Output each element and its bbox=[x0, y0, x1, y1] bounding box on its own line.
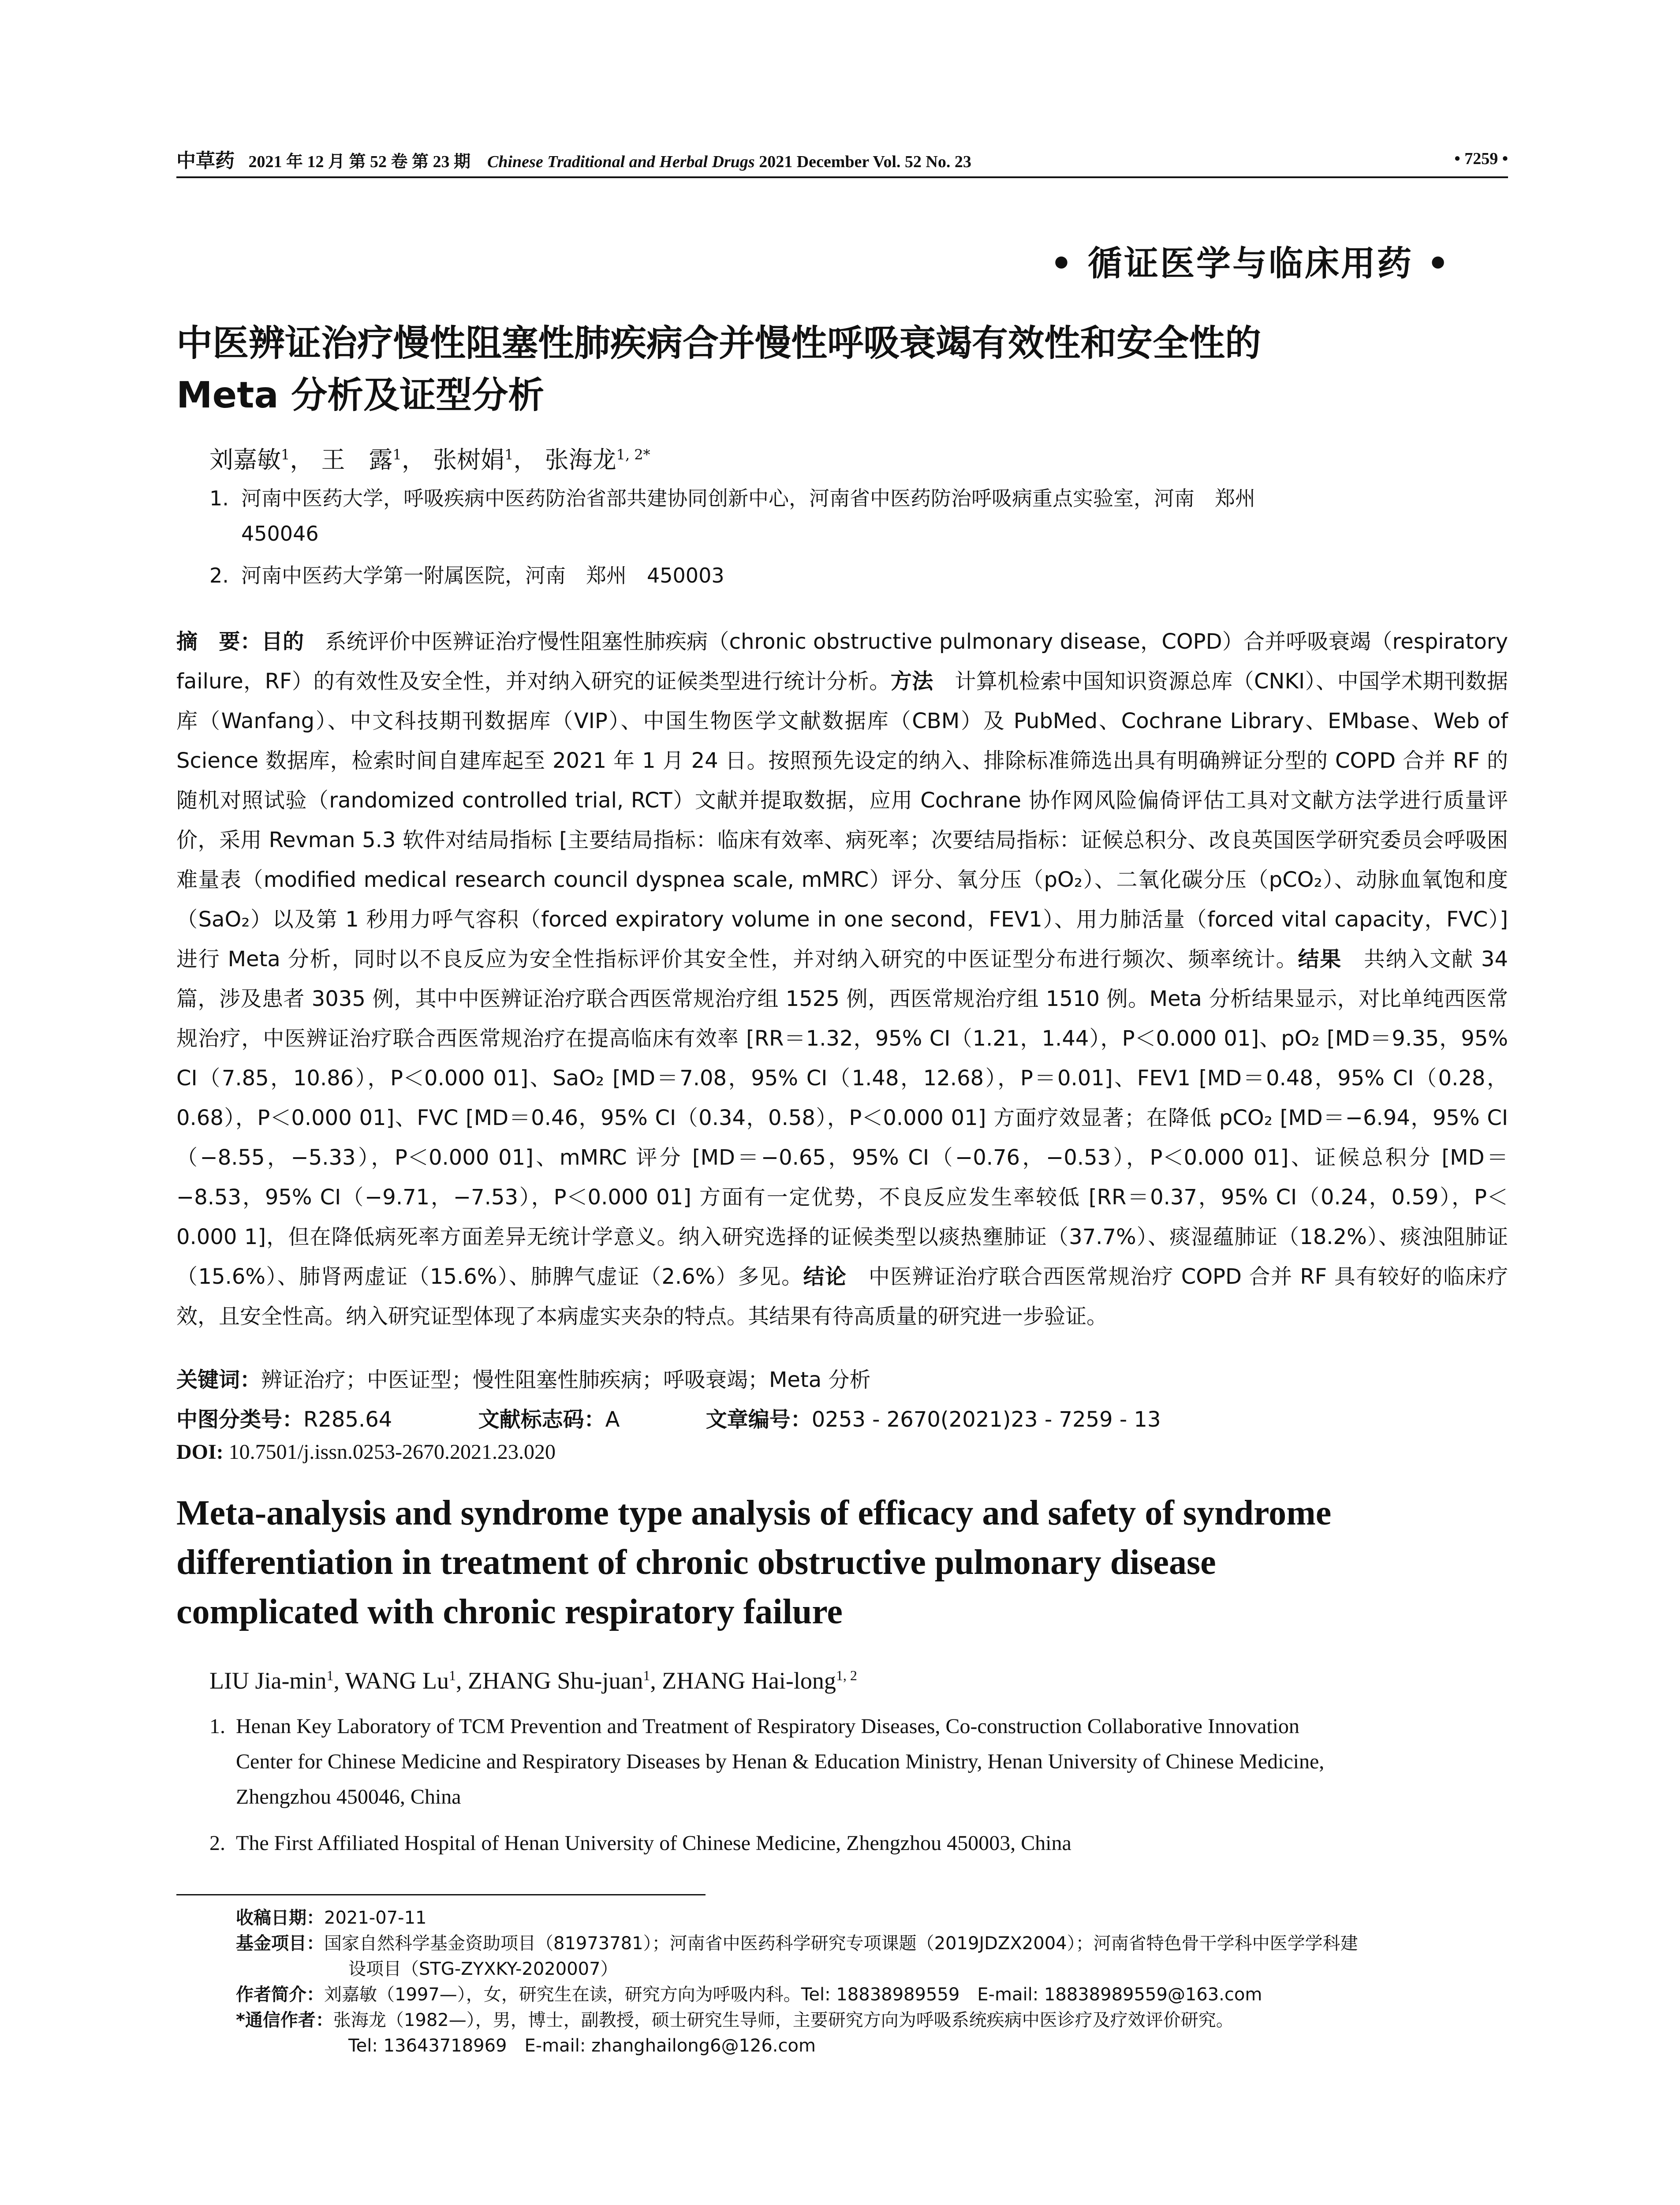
column-title: • 循证医学与临床用药 • bbox=[1050, 243, 1451, 284]
author-affil-sup: 1 bbox=[326, 1667, 334, 1683]
keywords-value: 辨证治疗；中医证型；慢性阻塞性肺疾病；呼吸衰竭；Meta 分析 bbox=[261, 1368, 871, 1392]
affiliation-cn-2 bbox=[209, 558, 1515, 593]
article-number bbox=[706, 1402, 1161, 1433]
title-en-line-3: complicated with chronic respiratory failure bbox=[176, 1592, 843, 1631]
footnote-rule bbox=[176, 1894, 706, 1895]
keywords-label: 关键词： bbox=[176, 1368, 261, 1392]
clc-label: 中图分类号： bbox=[176, 1407, 304, 1432]
footnotes bbox=[236, 1905, 1506, 2059]
affiliation-number: 2. bbox=[209, 564, 229, 587]
author-affil-sup: 1 bbox=[643, 1667, 650, 1683]
author-name: ZHANG Hai-long bbox=[662, 1667, 836, 1694]
footnote-received bbox=[236, 1905, 1506, 1931]
doc-code bbox=[478, 1402, 620, 1433]
keywords bbox=[176, 1363, 870, 1393]
article-number-value: 0253 - 2670(2021)23 - 7259 - 13 bbox=[811, 1407, 1161, 1432]
title-cn-line-2: Meta 分析及证型分析 bbox=[176, 374, 545, 416]
footnote-author bbox=[236, 1982, 1506, 2007]
affiliation-cn-1 bbox=[209, 481, 1515, 551]
article-title-cn bbox=[176, 318, 1521, 422]
footnote-value: 2021-07-11 bbox=[324, 1908, 427, 1928]
affiliation-number: 1. bbox=[209, 486, 229, 510]
doi bbox=[176, 1440, 556, 1464]
running-header-left bbox=[176, 145, 971, 173]
footnote-label: 收稿日期： bbox=[236, 1908, 324, 1928]
title-en-line-2: differentiation in treatment of chronic obstructive pulmonary disease bbox=[176, 1543, 1216, 1582]
affiliation-text: 河南中医药大学，呼吸疾病中医药防治省部共建协同创新中心，河南省中医药防治呼吸病重点实验室，河南 郑州 bbox=[241, 486, 1255, 510]
footnote-fund bbox=[236, 1931, 1506, 1956]
footnote-corresponding bbox=[236, 2007, 1506, 2033]
doi-value: 10.7501/j.issn.0253-2670.2021.23.020 bbox=[228, 1440, 556, 1464]
affiliation-text-cont: 450046 bbox=[241, 522, 319, 546]
authors-cn: 刘嘉敏$^1$， 王 露$^1$， 张树娟$^1$， 张海龙$^{1, 2*}$ bbox=[209, 446, 650, 474]
footnote-corresponding-cont: Tel: 13643718969 E-mail: zhanghailong6@126.com bbox=[348, 2036, 816, 2056]
footnote-label: 作者简介： bbox=[236, 1984, 324, 2005]
methods-text: 计算机检索中国知识资源总库（CNKI）、中国学术期刊数据库（Wanfang）、中文科技期刊数据库（VIP）、中国生物医学文献数据库（CBM）及 PubMed、Cochrane Library、EMbase、Web of Science 数据库，检索时间自建库起至 2021 年 1 月 24 日。按照预先设定的纳入、排除标准筛选出具有明确辨证分型的 COPD 合并 RF 的随机对照试验（randomized controlled trial, RCT）文献并提取数据，应用 Cochrane 协作网风险偏倚评估工具对文献方法学进行质量评价，采用 Revman 5.3 软件对结局指标 [主要结局指标：临床有效率、病死率；次要结局指标：证候总积分、改良英国医学研究委员会呼吸困难量表（modified medical research council dyspnea scale, mMRC）评分、氧分压（pO₂）、二氧化碳分压（pCO₂）、动脉血氧饱和度（SaO₂）以及第 1 秒用力呼气容积（forced expiratory volume in one second，FEV1）、用力肺活量（forced vital capacity，FVC）] 进行 Meta 分析，同时以不良反应为安全性指标评价其安全性，并对纳入研究的中医证型分布进行频次、频率统计。 bbox=[176, 669, 1508, 972]
title-cn-line-1: 中医辨证治疗慢性阻塞性肺疾病合并慢性呼吸衰竭有效性和安全性的 bbox=[176, 322, 1262, 364]
objective-text: 系统评价中医辨证治疗慢性阻塞性肺疾病（chronic obstructive pulmonary disease，COPD）合并呼吸衰竭（respiratory failure，RF）的有效性及安全性，并对纳入研究的证候类型进行统计分析。 bbox=[176, 629, 1508, 694]
author-affil-sup: 1 bbox=[392, 446, 402, 463]
author-name: LIU Jia-min bbox=[209, 1667, 327, 1694]
footnote-value: 刘嘉敏（1997—），女，研究生在读，研究方向为呼吸内科。Tel: 18838989559 E-mail: 18838989559@163.com bbox=[324, 1984, 1262, 2005]
author-affil-sup: 1 bbox=[504, 446, 514, 463]
affiliation-text-cont: Center for Chinese Medicine and Respiratory Diseases by Henan & Education Ministry, Henan University of Chinese Medicine, bbox=[236, 1750, 1325, 1773]
journal-name-cn: 中草药 bbox=[176, 150, 235, 172]
footnote-value: 国家自然科学基金资助项目（81973781）；河南省中医药科学研究专项课题（2019JDZX2004）；河南省特色骨干学科中医学学科建 bbox=[324, 1933, 1358, 1954]
doc-code-label: 文献标志码： bbox=[478, 1407, 605, 1432]
authors-en: LIU Jia-$\min^1$, WANG Lu$^1$, ZHANG Shu-juan$^1$, ZHANG Hai-long$^{1, 2}$ bbox=[209, 1667, 857, 1694]
objective-label: 目的 bbox=[261, 629, 304, 654]
title-en-line-1: Meta-analysis and syndrome type analysis of efficacy and safety of syndrome bbox=[176, 1494, 1332, 1532]
footnote-label: 基金项目： bbox=[236, 1933, 324, 1954]
affiliation-number: 2. bbox=[209, 1831, 225, 1855]
author-affil-sup: 1, 2 bbox=[836, 1667, 857, 1683]
affiliation-en-2 bbox=[209, 1826, 1515, 1861]
author-affil-sup: 1, 2* bbox=[616, 446, 650, 463]
author-name: 王 露 bbox=[321, 446, 393, 474]
abstract-label: 摘 要： bbox=[176, 629, 261, 654]
header-rule bbox=[176, 176, 1508, 178]
clc-value: R285.64 bbox=[303, 1407, 392, 1432]
author-affil-sup: 1 bbox=[448, 1667, 456, 1683]
journal-name-en: Chinese Traditional and Herbal Drugs bbox=[487, 153, 755, 171]
author-affil-sup: 1 bbox=[281, 446, 290, 463]
conclusion-label: 结论 bbox=[803, 1264, 847, 1289]
article-title-en bbox=[176, 1488, 1508, 1637]
footnote-fund-cont: 设项目（STG-ZYXKY-2020007） bbox=[348, 1959, 618, 1979]
running-header bbox=[176, 143, 1508, 174]
results-text: 共纳入文献 34 篇，涉及患者 3035 例，其中中医辨证治疗联合西医常规治疗组 1525 例，西医常规治疗组 1510 例。Meta 分析结果显示，对比单纯西医常规治疗，中医辨证治疗联合西医常规治疗在提高临床有效率 [RR＝1.32，95% CI（1.21，1.44），P＜0.000 01]、pO₂ [MD＝9.35，95% CI（7.85，10.86），P＜0.000 01]、SaO₂ [MD＝7.08，95% CI（1.48，12.68），P＝0.01]、FEV1 [MD＝0.48，95% CI（0.28，0.68），P＜0.000 01]、FVC [MD＝0.46，95% CI（0.34，0.58），P＜0.000 01] 方面疗效显著；在降低 pCO₂ [MD＝−6.94，95% CI（−8.55，−5.33），P＜0.000 01]、mMRC 评分 [MD＝−0.65，95% CI（−0.76，−0.53），P＜0.000 01]、证候总积分 [MD＝−8.53，95% CI（−9.71，−7.53），P＜0.000 01] 方面有一定优势，不良反应发生率较低 [RR＝0.37，95% CI（0.24，0.59），P＜0.000 1]，但在降低病死率方面差异无统计学意义。纳入研究选择的证候类型以痰热壅肺证（37.7%）、痰湿蕴肺证（18.2%）、痰浊阻肺证（15.6%）、肺肾两虚证（15.6%）、肺脾气虚证（2.6%）多见。 bbox=[176, 947, 1508, 1289]
issue-cn: 2021 年 12 月 第 52 卷 第 23 期 bbox=[248, 153, 471, 171]
clc bbox=[176, 1402, 392, 1433]
doc-code-value: A bbox=[605, 1407, 620, 1432]
methods-label: 方法 bbox=[890, 669, 933, 694]
abstract-cn bbox=[176, 622, 1508, 1336]
footnote-value: 张海龙（1982—），男，博士，副教授，硕士研究生导师，主要研究方向为呼吸系统疾病中医诊疗及疗效评价研究。 bbox=[333, 2010, 1234, 2030]
page-number: • 7259 • bbox=[1454, 149, 1508, 168]
footnote-label: *通信作者： bbox=[236, 2010, 333, 2030]
affiliation-number: 1. bbox=[209, 1715, 225, 1738]
issue-en: 2021 December Vol. 52 No. 23 bbox=[759, 153, 971, 171]
author-name: WANG Lu bbox=[345, 1667, 449, 1694]
results-label: 结果 bbox=[1298, 947, 1342, 972]
affiliation-text: The First Affiliated Hospital of Henan University of Chinese Medicine, Zhengzhou 450003, China bbox=[236, 1831, 1071, 1855]
doi-label: DOI: bbox=[176, 1440, 224, 1464]
affiliation-text-cont: Zhengzhou 450046, China bbox=[236, 1785, 461, 1809]
affiliation-text: 河南中医药大学第一附属医院，河南 郑州 450003 bbox=[241, 564, 724, 587]
author-name: 张树娟 bbox=[433, 446, 505, 474]
author-name: ZHANG Shu-juan bbox=[467, 1667, 643, 1694]
article-number-label: 文章编号： bbox=[706, 1407, 812, 1432]
affiliation-en-1 bbox=[209, 1709, 1515, 1815]
affiliation-text: Henan Key Laboratory of TCM Prevention and Treatment of Respiratory Diseases, Co-construction Collaborative Innovation bbox=[236, 1715, 1299, 1738]
author-name: 刘嘉敏 bbox=[209, 446, 281, 474]
classification-row bbox=[176, 1402, 1508, 1433]
conclusion-text: 中医辨证治疗联合西医常规治疗 COPD 合并 RF 具有较好的临床疗效，且安全性高。纳入研究证型体现了本病虚实夹杂的特点。其结果有待高质量的研究进一步验证。 bbox=[176, 1264, 1508, 1329]
author-name: 张海龙 bbox=[545, 446, 616, 474]
